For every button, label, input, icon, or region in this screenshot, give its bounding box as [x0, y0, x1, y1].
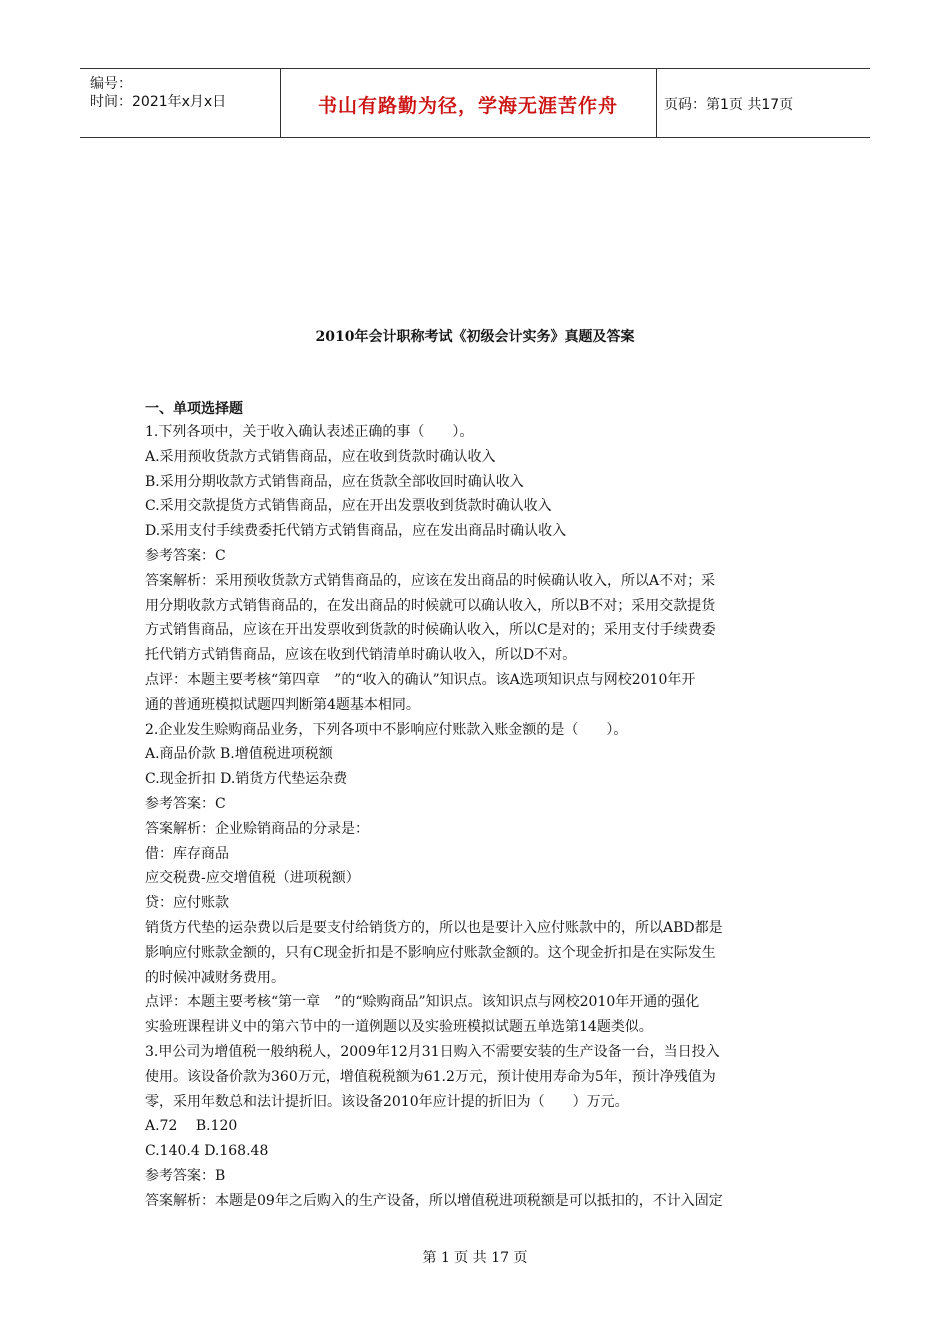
text-line: D.采用支付手续费委托代销方式销售商品，应在发出商品时确认收入 — [145, 523, 567, 540]
document-body — [145, 420, 810, 1214]
header-motto-cell — [280, 69, 657, 137]
text-line: 用分期收款方式销售商品的，在发出商品的时候就可以确认收入，所以B不对；采用交款提货 — [145, 597, 716, 614]
text-line: 点评：本题主要考核“第一章 ”的“赊购商品”知识点。该知识点与网校2010年开通的强化 — [145, 994, 700, 1011]
text-line: 答案解析：采用预收货款方式销售商品的，应该在发出商品的时候确认收入，所以A不对；采 — [145, 572, 716, 589]
text-line: B.采用分期收款方式销售商品，应在货款全部收回时确认收入 — [145, 473, 524, 490]
text-line: C.现金折扣 D.销货方代垫运杂费 — [145, 771, 348, 788]
text-line: 使用。该设备价款为360万元，增值税税额为61.2万元，预计使用寿命为5年，预计净残值为 — [145, 1068, 716, 1085]
document-number-label: 编号： — [90, 76, 132, 92]
text-line: A.商品价款 B.增值税进项税额 — [145, 746, 333, 763]
section-heading: 一、单项选择题 — [145, 401, 243, 417]
page-header — [80, 68, 870, 138]
text-line: 影响应付账款金额的，只有C现金折扣是不影响应付账款金额的。这个现金折扣是在实际发生 — [145, 944, 716, 961]
text-line: 2.企业发生赊购商品业务，下列各项中不影响应付账款入账金额的是（ ）。 — [145, 721, 628, 738]
text-line: 实验班课程讲义中的第六节中的一道例题以及实验班模拟试题五单选第14题类似。 — [145, 1019, 653, 1036]
text-line: 答案解析：本题是09年之后购入的生产设备，所以增值税进项税额是可以抵扣的，不计入固定 — [145, 1192, 723, 1209]
text-line: 参考答案：B — [145, 1167, 226, 1184]
text-line: 零，采用年数总和法计提折旧。该设备2010年应计提的折旧为（ ）万元。 — [145, 1093, 629, 1110]
text-line: A.72 B.120 — [145, 1118, 238, 1135]
text-line: 参考答案：C — [145, 795, 226, 812]
header-right-cell — [656, 69, 870, 137]
text-line: 借：库存商品 — [145, 845, 229, 862]
text-line: 的时候冲减财务费用。 — [145, 969, 285, 986]
page-footer: 第 1 页 共 17 页 — [422, 1250, 528, 1266]
text-line: 方式销售商品，应该在开出发票收到货款的时候确认收入，所以C是对的；采用支付手续费委 — [145, 622, 716, 639]
header-left-cell — [80, 69, 281, 137]
text-line: 销货方代垫的运杂费以后是要支付给销货方的，所以也是要计入应付账款中的，所以ABD都是 — [145, 919, 723, 936]
text-line: 参考答案：C — [145, 547, 226, 564]
text-line: 托代销方式销售商品，应该在收到代销清单时确认收入，所以D不对。 — [145, 647, 577, 664]
document-date-label: 时间：2021年x月x日 — [90, 94, 227, 110]
text-line: 贷：应付账款 — [145, 895, 229, 912]
text-line: 1.下列各项中，关于收入确认表述正确的事（ ）。 — [145, 424, 474, 440]
text-line: A.采用预收货款方式销售商品，应在收到货款时确认收入 — [145, 448, 496, 465]
motto-text: 书山有路勤为径，学海无涯苦作舟 — [317, 95, 618, 117]
text-line: 应交税费-应交增值税（进项税额） — [145, 870, 360, 887]
text-line: C.采用交款提货方式销售商品，应在开出发票收到货款时确认收入 — [145, 498, 552, 515]
text-line: 答案解析：企业赊销商品的分录是： — [145, 820, 369, 837]
document-title: 2010年会计职称考试《初级会计实务》真题及答案 — [315, 329, 635, 345]
text-line: 3.甲公司为增值税一般纳税人，2009年12月31日购入不需要安装的生产设备一台，当日投入 — [145, 1043, 720, 1060]
page-number-label: 页码：第1页 共17页 — [664, 97, 794, 113]
text-line: 点评：本题主要考核“第四章 ”的“收入的确认”知识点。该A选项知识点与网校2010年开 — [145, 671, 696, 688]
text-line: C.140.4 D.168.48 — [145, 1143, 269, 1160]
text-line: 通的普通班模拟试题四判断第4题基本相同。 — [145, 696, 420, 713]
